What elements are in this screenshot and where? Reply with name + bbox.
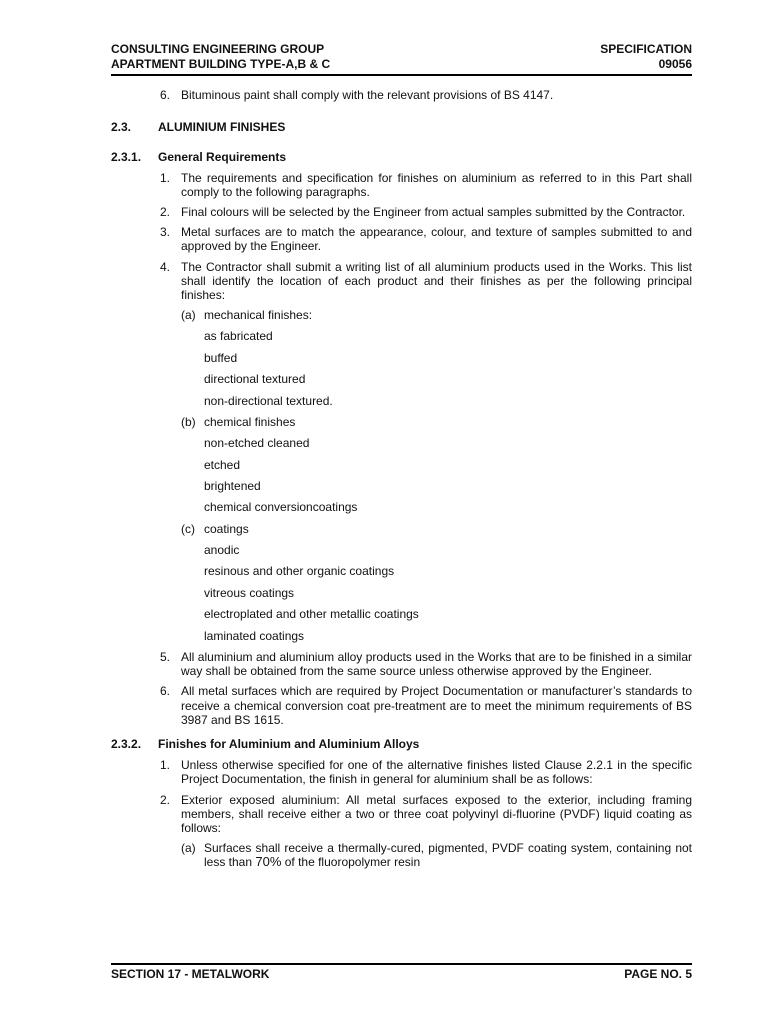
list-item: 3. Metal surfaces are to match the appearance, colour, and texture of samples submitted to and approved by the Engineer. (159, 225, 692, 254)
header-doc-number: 09056 (658, 57, 692, 71)
list-item: 2. Final colours will be selected by the Engineer from actual samples submitted by the Contractor. (159, 205, 686, 220)
finish-item: anodic (204, 542, 240, 557)
list-item: 1. The requirements and specification for finishes on aluminium as referred to in this Part shall comply to the following paragraphs. (159, 170, 692, 199)
list-item: 2. Exterior exposed aluminium: All metal surfaces exposed to the exterior, including framing members, shall receive either a two or three coat polyvinyl di-fluorine (PVDF) liquid coating as follows: (159, 792, 692, 835)
header-project: APARTMENT BUILDING TYPE-A,B & C (111, 57, 331, 71)
finish-item: chemical conversioncoatings (204, 500, 358, 515)
header-company: CONSULTING ENGINEERING GROUP (111, 42, 325, 56)
list-item: 6. Bituminous paint shall comply with the relevant provisions of BS 4147. (159, 88, 554, 102)
finish-item: non-directional textured. (204, 393, 333, 408)
section-heading-2-3-2: 2.3.2. Finishes for Aluminium and Aluminium Alloys (111, 736, 420, 751)
page-header (111, 42, 692, 72)
section-heading-2-3-1: 2.3.1. General Requirements (111, 150, 287, 165)
finish-item: directional textured (204, 372, 306, 387)
list-item: 5. All aluminium and aluminium alloy products used in the Works that are to be finished in a similar way shall be obtained from the same source unless otherwise approved by the Engineer. (159, 649, 692, 679)
finish-group-b: (b) chemical finishes (181, 415, 296, 429)
finish-item: brightened (204, 478, 261, 493)
finish-item: as fabricated (204, 329, 273, 344)
header-row-1 (111, 42, 692, 57)
finish-item: vitreous coatings (204, 585, 295, 600)
finish-item: non-etched cleaned (204, 436, 310, 451)
list-item: 6. All metal surfaces which are required by Project Documentation or manufacturer’s standards to receive a chemical conversion coat pre-treatment are to meet the minimum requirements of BS 3987 and BS 1615. (159, 684, 692, 727)
footer-section: SECTION 17 - METALWORK (111, 967, 270, 981)
section-heading-2-3: 2.3. ALUMINIUM FINISHES (111, 120, 286, 135)
header-rule (111, 74, 692, 76)
list-item: 1. Unless otherwise specified for one of the alternative finishes listed Clause 2.2.1 in the specific Project Documentation, the finish in general for aluminium shall be as follows: (159, 758, 692, 787)
finish-item: laminated coatings (204, 628, 305, 643)
header-doc-type: SPECIFICATION (600, 42, 692, 56)
finish-subitem-a: (a) Surfaces shall receive a thermally-cured, pigmented, PVDF coating system, containing not less than 70% of the fluoropolymer resin (181, 841, 692, 870)
list-item: 4. The Contractor shall submit a writing list of all aluminium products used in the Works. This list shall identify the location of each product and their finishes as per the following principal finishes: (159, 259, 692, 303)
finish-group-a: (a) mechanical finishes: (181, 308, 313, 323)
finish-item: resinous and other organic coatings (204, 564, 395, 579)
page-footer (111, 967, 692, 981)
document-body (111, 88, 692, 877)
footer-page-number: PAGE NO. 5 (624, 967, 692, 981)
footer-rule (111, 963, 692, 965)
percent-value: 70% (255, 854, 282, 870)
header-row-2 (111, 57, 692, 72)
finish-item: buffed (204, 350, 238, 365)
finish-item: etched (204, 457, 241, 472)
finish-item: electroplated and other metallic coatings (204, 607, 419, 622)
finish-group-c: (c) coatings (181, 521, 249, 536)
